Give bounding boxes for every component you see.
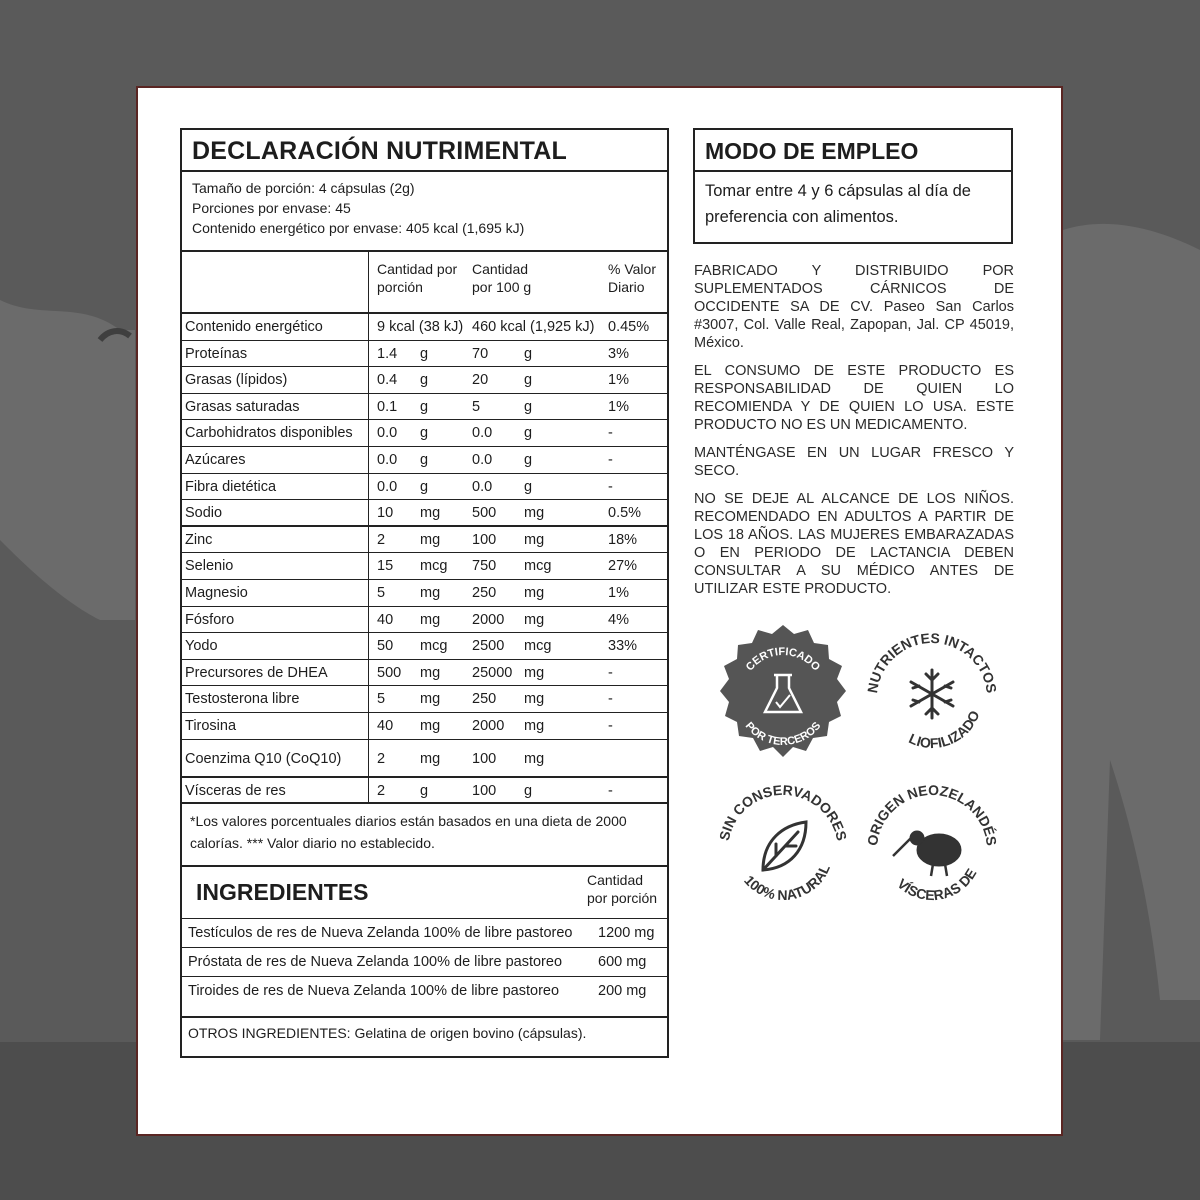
nutrient-row: Vísceras de res 2 g 100 g - [182,778,667,805]
kiwi-bird-icon [893,831,961,876]
nutrient-row: Grasas (lípidos) 0.4 g 20 g 1% [182,367,667,394]
nutrition-title: DECLARACIÓN NUTRIMENTAL [182,130,667,172]
snowflake-icon [911,670,953,718]
nutrient-row: Zinc 2 mg 100 mg 18% [182,527,667,554]
energy-per-container: Contenido energético por envase: 405 kcal (1,695 kJ) [192,220,525,236]
nutrient-row: Fibra dietética 0.0 g 0.0 g - [182,474,667,501]
nutrient-row: Tirosina 40 mg 2000 mg - [182,713,667,740]
daily-value-footnote: *Los valores porcentuales diarios están basados en una dieta de 2000 calorías. *** Valor diario no establecido. [182,804,667,867]
other-ingredients: OTROS INGREDIENTES: Gelatina de origen bovino (cápsulas). [182,1016,667,1051]
nutrient-row: Fósforo 40 mg 2000 mg 4% [182,607,667,634]
nutrient-row: Coenzima Q10 (CoQ10) 2 mg 100 mg [182,740,667,778]
nutrient-row: Sodio 10 mg 500 mg 0.5% [182,500,667,527]
responsibility-warning: EL CONSUMO DE ESTE PRODUCTO ES RESPONSABILIDAD DE QUIEN LO RECOMIENDA Y DE QUIEN LO USA. ESTE PRODUCTO NO ES UN MEDICAMENTO. [694,363,1014,433]
nutrient-row: Yodo 50 mcg 2500 mcg 33% [182,633,667,660]
serving-info [182,172,667,252]
ingredient-row: Tiroides de res de Nueva Zelanda 100% de libre pastoreo 200 mg [188,983,647,1000]
manufacturer-info: FABRICADO Y DISTRIBUIDO POR SUPLEMENTADOS CÁRNICOS DE OCCIDENTE SA DE CV. Paseo San Carlos #3007, Col. Valle Real, Zapopan, Jal. CP 45019, México. [694,263,1014,351]
certified-top-text: CERTIFICADO [743,645,823,674]
ingredients-title: INGREDIENTES [196,879,369,906]
certified-badge [708,620,858,770]
servings-per-container: Porciones por envase: 45 [192,200,351,216]
nutrients-bottom-text: LIOFILIZADO [906,708,983,752]
nutrient-row: Azúcares 0.0 g 0.0 g - [182,447,667,474]
nutrition-facts-table [180,128,669,1058]
nutrients-top-text: NUTRIENTES INTACTOS [864,629,1000,695]
ingredient-row: Testículos de res de Nueva Zelanda 100% de libre pastoreo 1200 mg [182,919,667,948]
usage-text: Tomar entre 4 y 6 cápsulas al día de preferencia con alimentos. [705,182,971,226]
ingredients-qty-header: Cantidad por porción [587,872,658,907]
nutrients-badge [857,618,1007,768]
serving-size: Tamaño de porción: 4 cápsulas (2g) [192,180,415,196]
no-preservatives-badge [708,770,858,920]
nutrient-row-energy: Contenido energético 9 kcal (38 kJ) 460 kcal (1,925 kJ) 0.45% [182,314,667,341]
nutrient-row: Precursores de DHEA 500 mg 25000 mg - [182,660,667,687]
nutrient-row: Magnesio 5 mg 250 mg 1% [182,580,667,607]
preservatives-top-text: SIN CONSERVADORES [715,781,851,843]
usage-title: MODO DE EMPLEO [695,130,1011,172]
nutrient-row: Proteínas 1.4 g 70 g 3% [182,341,667,368]
nutrient-row: Testosterona libre 5 mg 250 mg - [182,686,667,713]
nutrient-row: Carbohidratos disponibles 0.0 g 0.0 g - [182,420,667,447]
legal-text [694,262,1014,608]
children-warning: NO SE DEJE AL ALCANCE DE LOS NIÑOS. RECOMENDADO EN ADULTOS A PARTIR DE LOS 18 AÑOS. LAS MUJERES EMBARAZADAS O EN PERIODO DE LACTANCIA DEBEN CONSULTAR A SU MÉDICO ANTES DE UTILIZAR ESTE PRODUCTO. [694,491,1014,597]
storage-instructions: MANTÉNGASE EN UN LUGAR FRESCO Y SECO. [694,445,1014,479]
certified-bottom-text: POR TERCEROS [742,719,824,749]
header-per-100g: Cantidad por 100 g [472,261,532,295]
ingredients-header [182,867,667,919]
nutrient-row: Grasas saturadas 0.1 g 5 g 1% [182,394,667,421]
header-per-serving: Cantidad por porción [377,261,458,295]
origin-bottom-text: VÍSCERAS DE [894,865,980,904]
nutrient-rows [182,341,667,805]
nutrient-row: Selenio 15 mcg 750 mcg 27% [182,553,667,580]
origin-badge [857,770,1007,920]
leaf-icon [763,822,806,870]
usage-box [693,128,1013,244]
ingredient-row: Próstata de res de Nueva Zelanda 100% de libre pastoreo 600 mg [182,948,667,977]
origin-top-text: ORIGEN NEOZELANDÉS [864,781,1000,847]
header-daily-value: % Valor Diario [608,261,656,295]
nutrition-column-headers [182,252,667,314]
preservatives-bottom-text: 100% NATURAL [741,861,833,904]
